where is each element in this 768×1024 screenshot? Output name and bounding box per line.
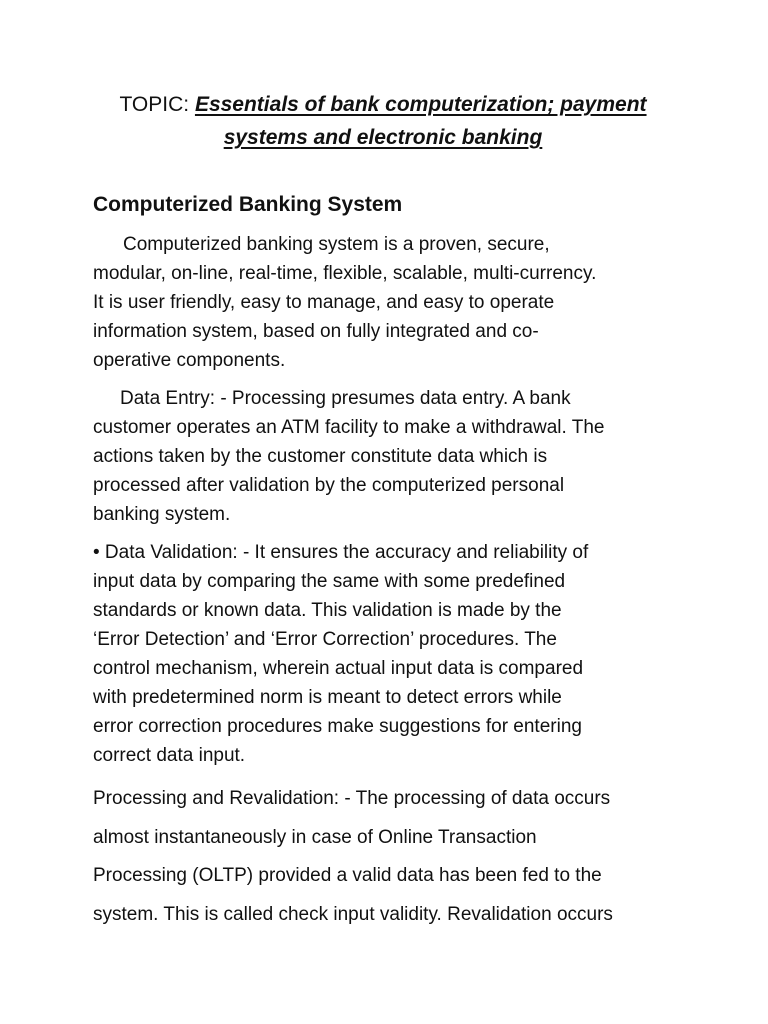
text-line: standards or known data. This validation is made by the <box>93 600 562 621</box>
text-line: ‘Error Detection’ and ‘Error Correction’ procedures. The <box>93 629 557 650</box>
text-line: almost instantaneously in case of Online Transaction <box>93 826 537 848</box>
paragraph-data-validation <box>93 538 683 770</box>
text-line: Computerized banking system is a proven, secure, <box>123 234 550 255</box>
topic-prefix: TOPIC: <box>119 93 195 116</box>
text-line: information system, based on fully integrated and co- <box>93 321 539 342</box>
text-line: banking system. <box>93 504 231 525</box>
paragraph-intro <box>93 230 683 375</box>
text-line: Data Entry: - Processing presumes data entry. A bank <box>120 388 571 409</box>
topic-title-line-2: systems and electronic banking <box>223 126 543 149</box>
paragraph-processing <box>93 780 683 934</box>
topic-header <box>93 88 673 154</box>
text-line: correct data input. <box>93 745 246 766</box>
section-heading: Computerized Banking System <box>93 193 403 216</box>
text-line: operative components. <box>93 350 286 371</box>
text-line: modular, on-line, real-time, flexible, scalable, multi-currency. <box>93 263 597 284</box>
topic-title-line-1: Essentials of bank computerization; payment <box>194 93 647 116</box>
text-line: system. This is called check input validity. Revalidation occurs <box>93 903 613 925</box>
text-line: control mechanism, wherein actual input data is compared <box>93 658 584 679</box>
text-line: • Data Validation: - It ensures the accuracy and reliability of <box>93 542 589 563</box>
text-line: Processing (OLTP) provided a valid data has been fed to the <box>93 865 602 886</box>
text-line: actions taken by the customer constitute data which is <box>93 446 548 467</box>
text-line: It is user friendly, easy to manage, and easy to operate <box>93 292 555 313</box>
text-line: processed after validation by the computerized personal <box>93 475 565 496</box>
paragraph-data-entry <box>93 384 683 529</box>
text-line: with predetermined norm is meant to detect errors while <box>93 687 562 708</box>
text-line: Processing and Revalidation: - The processing of data occurs <box>93 788 611 809</box>
text-line: error correction procedures make suggestions for entering <box>93 716 582 737</box>
text-line: customer operates an ATM facility to make a withdrawal. The <box>93 417 605 438</box>
text-line: input data by comparing the same with some predefined <box>93 571 566 592</box>
